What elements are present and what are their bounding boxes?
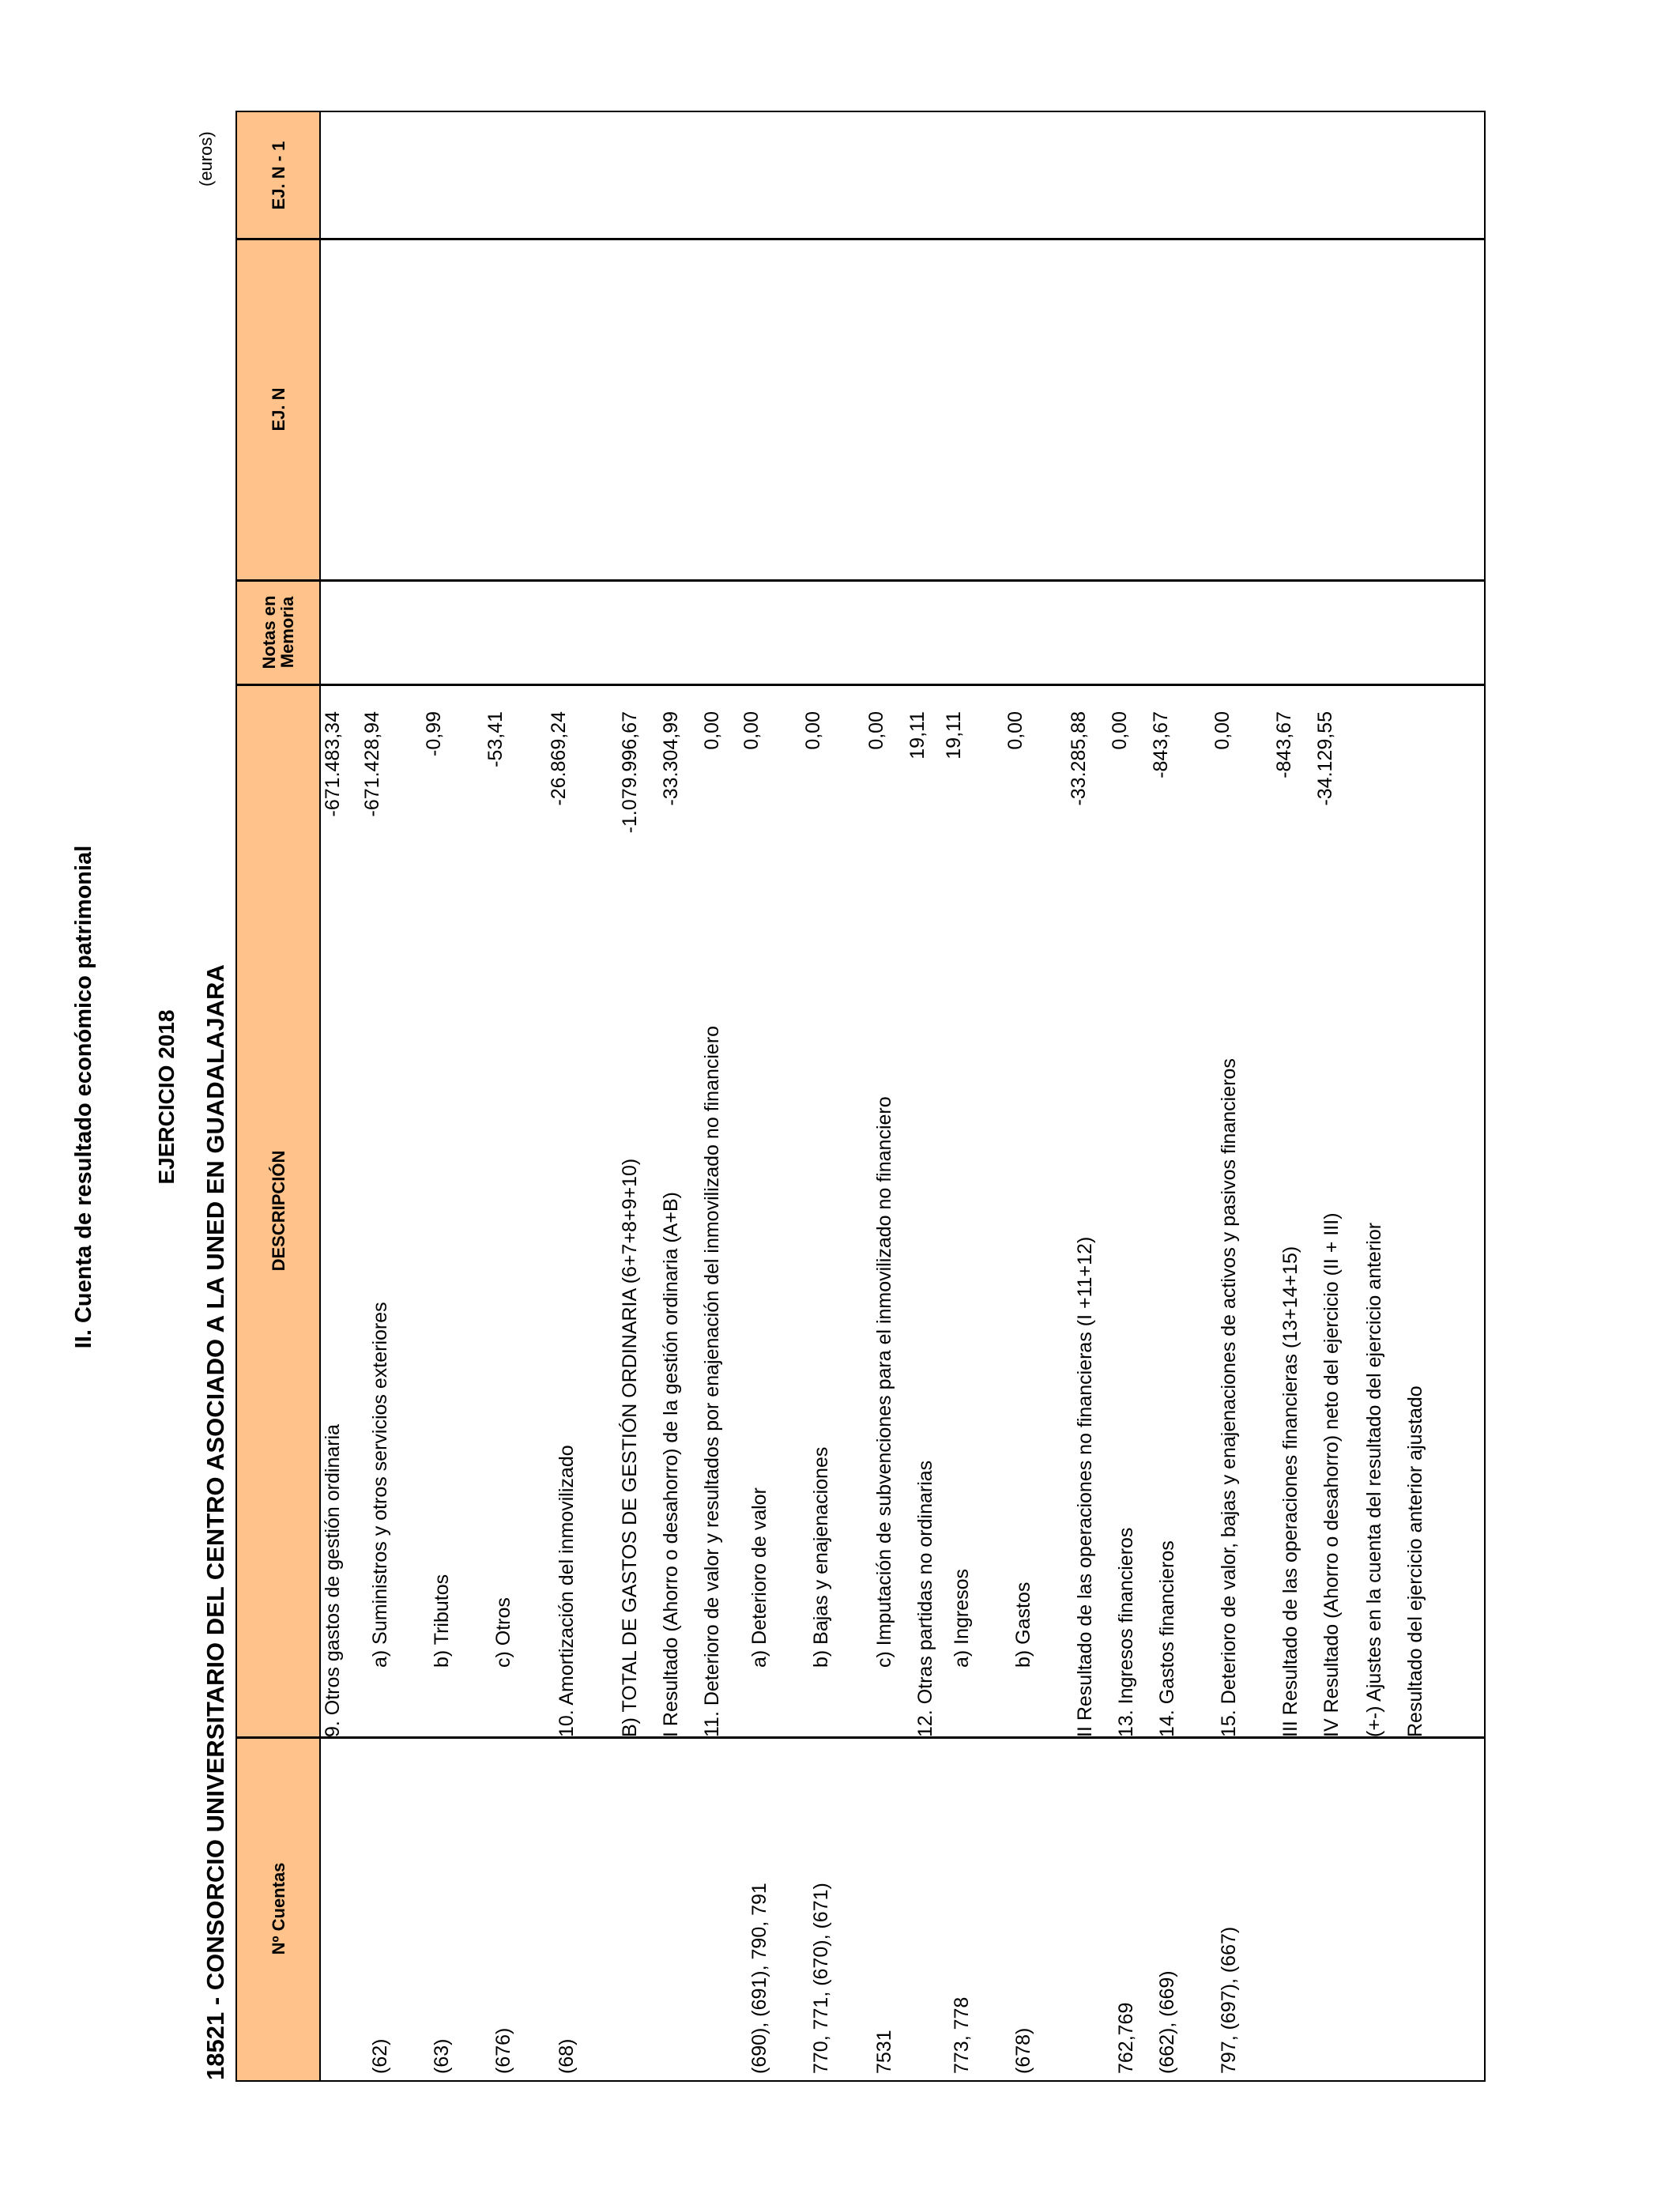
header-divider (319, 112, 321, 2080)
row-ej-n: 0,00 (1109, 711, 1131, 750)
row-descripcion: b) Gastos (1012, 1581, 1034, 1668)
results-table (235, 111, 1486, 2082)
row-ej-n: -671.483,34 (322, 711, 344, 817)
header-descripcion: DESCRIPCIÓN (237, 684, 319, 1737)
row-cuentas: (68) (556, 2038, 578, 2074)
row-descripcion: 9. Otros gastos de gestión ordinaria (322, 1423, 344, 1737)
column-divider (237, 579, 1484, 582)
row-cuentas: (676) (492, 2027, 514, 2074)
row-descripcion: Resultado del ejercicio anterior ajustado (1404, 1385, 1426, 1737)
column-divider (237, 238, 1484, 240)
row-ej-n: 0,00 (1004, 711, 1026, 750)
row-ej-n: -53,41 (484, 711, 507, 767)
row-descripcion: a) Deterioro de valor (748, 1487, 770, 1668)
fiscal-year-heading: EJERCICIO 2018 (154, 1009, 179, 1185)
row-descripcion: 15. Deterioro de valor, bajas y enajenaciones de activos y pasivos financieros (1218, 1058, 1240, 1737)
row-descripcion: 13. Ingresos financieros (1115, 1527, 1137, 1737)
row-descripcion: IV Resultado (Ahorro o desahorro) neto del ejercicio (II + III) (1320, 1212, 1343, 1737)
row-descripcion: B) TOTAL DE GASTOS DE GESTIÓN ORDINARIA (6+7+8+9+10) (619, 1158, 641, 1737)
row-ej-n: 0,00 (701, 711, 723, 750)
row-ej-n: 19,11 (906, 711, 929, 760)
header-cuentas: Nº Cuentas (237, 1737, 319, 2080)
row-descripcion: II Resultado de las operaciones no financieras (I +11+12) (1074, 1236, 1096, 1737)
header-ej-n-1: EJ. N - 1 (237, 112, 319, 239)
row-descripcion: a) Suministros y otros servicios exteriores (369, 1302, 391, 1668)
row-cuentas: 7531 (873, 2030, 895, 2074)
document-title: II. Cuenta de resultado económico patrimonial (71, 845, 96, 1349)
row-cuentas: (662), (669) (1156, 1970, 1178, 2074)
row-cuentas: (62) (369, 2038, 391, 2074)
row-ej-n: -843,67 (1150, 711, 1172, 778)
row-cuentas: (678) (1012, 2027, 1034, 2074)
row-descripcion: c) Otros (492, 1597, 514, 1668)
row-ej-n: 19,11 (943, 711, 965, 760)
row-ej-n: -671.428,94 (361, 711, 383, 817)
row-ej-n: -34.129,55 (1314, 711, 1336, 806)
row-descripcion: a) Ingresos (951, 1568, 973, 1668)
row-ej-n: -26.869,24 (548, 711, 570, 806)
row-descripcion: (+-) Ajustes en la cuenta del resultado del ejercicio anterior (1363, 1222, 1385, 1737)
row-ej-n: -843,67 (1273, 711, 1295, 778)
row-descripcion: 12. Otras partidas no ordinarias (914, 1460, 936, 1737)
column-divider (237, 684, 1484, 686)
row-ej-n: 0,00 (1211, 711, 1234, 750)
row-descripcion: III Resultado de las operaciones financieras (13+14+15) (1279, 1246, 1301, 1737)
row-ej-n: -1.079.996,67 (619, 711, 641, 834)
row-ej-n: 0,00 (802, 711, 824, 750)
row-cuentas: 797, (697), (667) (1218, 1926, 1240, 2074)
row-descripcion: b) Bajas y enajenaciones (810, 1446, 832, 1668)
row-descripcion: c) Imputación de subvenciones para el inmovilizado no financiero (873, 1096, 895, 1668)
row-ej-n: 0,00 (865, 711, 887, 750)
currency-units-label: (euros) (196, 131, 216, 187)
header-notas-memoria (237, 580, 319, 684)
row-cuentas: 762,769 (1115, 2002, 1137, 2074)
row-descripcion: I Resultado (Ahorro o desahorro) de la gestión ordinaria (A+B) (660, 1192, 682, 1737)
header-notas-line2: Memoria (277, 596, 297, 669)
entity-heading: 18521 - CONSORCIO UNIVERSITARIO DEL CENTRO ASOCIADO A LA UNED EN GUADALAJARA (202, 964, 229, 2080)
header-ej-n: EJ. N (237, 239, 319, 580)
row-descripcion: 14. Gastos financieros (1156, 1540, 1178, 1737)
row-ej-n: -33.304,99 (660, 711, 682, 806)
header-notas-line1: Notas en (259, 595, 279, 669)
row-descripcion: 11. Deterioro de valor y resultados por enajenación del inmovilizado no financiero (701, 1025, 723, 1737)
row-cuentas: 770, 771, (670), (671) (810, 1883, 832, 2074)
row-descripcion: 10. Amortización del inmovilizado (556, 1445, 578, 1737)
row-descripcion: b) Tributos (431, 1574, 453, 1668)
row-cuentas: (63) (431, 2038, 453, 2074)
row-cuentas: 773, 778 (951, 1996, 973, 2074)
row-cuentas: (690), (691), 790, 791 (748, 1883, 770, 2074)
row-ej-n: -33.285,88 (1068, 711, 1090, 806)
row-ej-n: -0,99 (423, 711, 445, 756)
row-ej-n: 0,00 (740, 711, 763, 750)
